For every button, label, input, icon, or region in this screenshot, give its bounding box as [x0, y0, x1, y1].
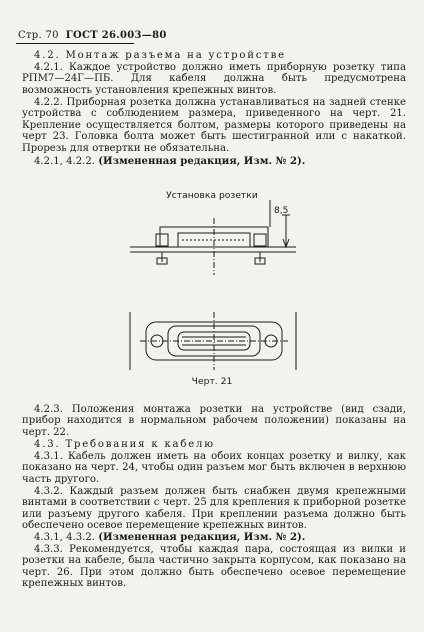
paragraph-4-3-2: 4.3.2. Каждый разъем должен быть снабжен двумя крепежными винтами в соответствии с черт. 25 для крепления к приборной розетке или разъему другого кабеля. При креплении разъема должно быть обеспечено осевое перемещение крепежных винтов.: [22, 486, 406, 532]
page-label: Стр. 70: [18, 30, 59, 41]
section-4-3-title: 4.3. Требования к кабелю: [34, 439, 215, 450]
figure-caption: Черт. 21: [191, 376, 233, 387]
amendment-ref: 4.2.1, 4.2.2.: [34, 156, 95, 167]
paragraph-4-3-3: 4.3.3. Рекомендуется, чтобы каждая пара, состоящая из вилки и розетки на кабеле, была частично закрыта корпусом, как показано на черт. 26. При этом должно быть обеспечено осевое перемещение крепежных винтов.: [22, 544, 406, 590]
amendment-text: (Измененная редакция, Изм. № 2).: [98, 156, 306, 167]
paragraph-4-2-3: 4.2.3. Положения монтажа розетки на устройстве (вид сзади, прибор находится в нормальном рабочем положении) показаны на черт. 22.: [22, 404, 406, 438]
section-4-2-title: 4.2. Монтаж разъема на устройстве: [34, 50, 286, 61]
amendment-ref: 4.3.1, 4.3.2.: [34, 532, 95, 543]
amendment-text: (Измененная редакция, Изм. № 2).: [98, 532, 306, 543]
paragraph-4-2-2: 4.2.2. Приборная розетка должна устанавливаться на задней стенке устройства с соблюдением размера, приведенного на черт. 21. Крепление осуществляется болтом, размеры которого приведены на черт 23. Головка болта может быть шестигранной или с накаткой. Прорезь для отвертки не обязательна.: [22, 97, 406, 154]
paragraph-4-2-1: 4.2.1. Каждое устройство должно иметь приборную розетку типа РПМ7—24Г—ПБ. Для кабеля должна быть предусмотрена возможность установления крепежных винтов.: [22, 62, 406, 96]
amendment-note-4-3: [22, 532, 406, 543]
standard-number: ГОСТ 26.003—80: [65, 30, 167, 41]
paragraph-4-3-1: 4.3.1. Кабель должен иметь на обоих концах розетку и вилку, как показано на черт. 24, чтобы один разъем мог быть включен в верхнюю часть другого.: [22, 451, 406, 485]
dimension-label: 8,5: [274, 206, 289, 216]
figure-title: Установка розетки: [166, 190, 258, 201]
